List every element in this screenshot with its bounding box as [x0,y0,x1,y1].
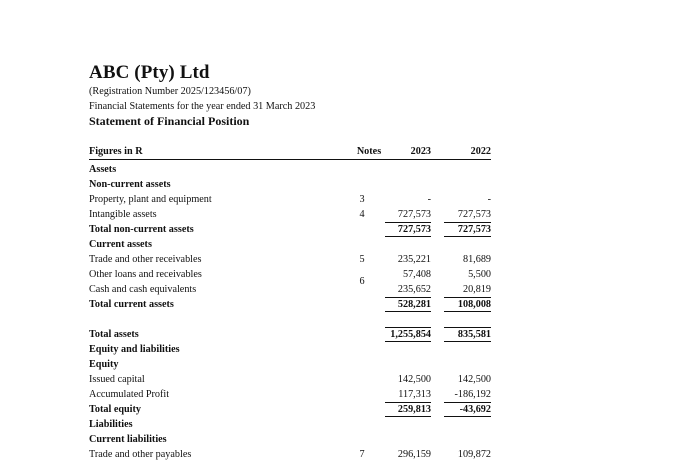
value-2023: 296,159 [397,449,431,460]
row-label: Liabilities [89,419,133,430]
value-2023: 117,313 [398,389,431,400]
table-row-total-current-assets [89,297,491,312]
row-label: Current liabilities [89,434,167,445]
financial-statements-period: Financial Statements for the year ended 31 March 2023 [89,101,316,112]
note-ref: 6 [359,276,365,287]
section-heading-equity [89,357,491,372]
value-2023: 259,813 [385,402,431,417]
note-ref: 3 [359,194,365,205]
section-heading-equity-and-liabilities [89,342,491,357]
section-heading-assets [89,162,491,177]
financial-position-table [89,145,491,462]
table-row-trade-receivables [89,252,491,267]
column-header-figures: Figures in R [89,146,143,157]
table-row-other-loans [89,267,491,287]
value-2022: - [487,194,491,205]
section-heading-current-assets [89,237,491,252]
table-row-cash [89,282,491,297]
value-2022: 109,872 [457,449,491,460]
table-header [89,145,491,159]
row-label: Non-current assets [89,179,171,190]
row-label: Trade and other payables [89,449,192,460]
section-heading-current-liabilities [89,432,491,447]
row-label: Total current assets [89,299,174,310]
note-ref: 7 [359,449,365,460]
registration-number: (Registration Number 2025/123456/07) [89,86,251,97]
value-2022: 142,500 [457,374,491,385]
row-label: Issued capital [89,374,145,385]
note-ref: 4 [359,209,365,220]
row-label: Trade and other receivables [89,254,202,265]
section-heading-liabilities [89,417,491,432]
value-2022: -43,692 [444,402,491,417]
column-header-2022: 2022 [470,146,491,157]
table-row-total-assets [89,327,491,342]
table-row-total-equity [89,402,491,417]
row-label: Property, plant and equipment [89,194,212,205]
value-2022: 5,500 [468,269,491,280]
value-2023: 528,281 [385,297,431,312]
company-name: ABC (Pty) Ltd [89,62,210,83]
table-row-accumulated-profit [89,387,491,402]
row-label: Equity and liabilities [89,344,180,355]
spacer [89,312,491,327]
row-label: Current assets [89,239,152,250]
value-2023: 727,573 [397,209,431,220]
row-label: Total equity [89,404,141,415]
value-2023: 235,652 [397,284,431,295]
value-2023: 1,255,854 [385,327,431,342]
table-row-total-non-current-assets [89,222,491,237]
table-row-ppe [89,192,491,207]
value-2022: 727,573 [457,209,491,220]
value-2023: 57,408 [402,269,431,280]
row-label: Intangible assets [89,209,157,220]
value-2023: 142,500 [397,374,431,385]
row-label: Total non-current assets [89,224,194,235]
row-label: Equity [89,359,119,370]
row-label: Accumulated Profit [89,389,170,400]
value-2022: 81,689 [462,254,491,265]
value-2022: 835,581 [444,327,491,342]
value-2023: - [427,194,431,205]
column-header-2023: 2023 [410,146,431,157]
row-label: Other loans and receivables [89,269,202,280]
section-heading-non-current-assets [89,177,491,192]
row-label: Assets [89,164,117,175]
table-row-trade-payables [89,447,491,462]
row-label: Total assets [89,329,139,340]
value-2023: 727,573 [385,222,431,237]
value-2023: 235,221 [397,254,431,265]
value-2022: -186,192 [454,389,491,400]
table-row-issued-capital [89,372,491,387]
note-ref: 5 [359,254,365,265]
row-label: Cash and cash equivalents [89,284,197,295]
statement-title: Statement of Financial Position [89,114,250,128]
value-2022: 20,819 [462,284,491,295]
table-row-intangible-assets [89,207,491,222]
value-2022: 108,008 [444,297,491,312]
value-2022: 727,573 [444,222,491,237]
header-rule [89,159,491,160]
column-header-notes: Notes [356,146,382,157]
